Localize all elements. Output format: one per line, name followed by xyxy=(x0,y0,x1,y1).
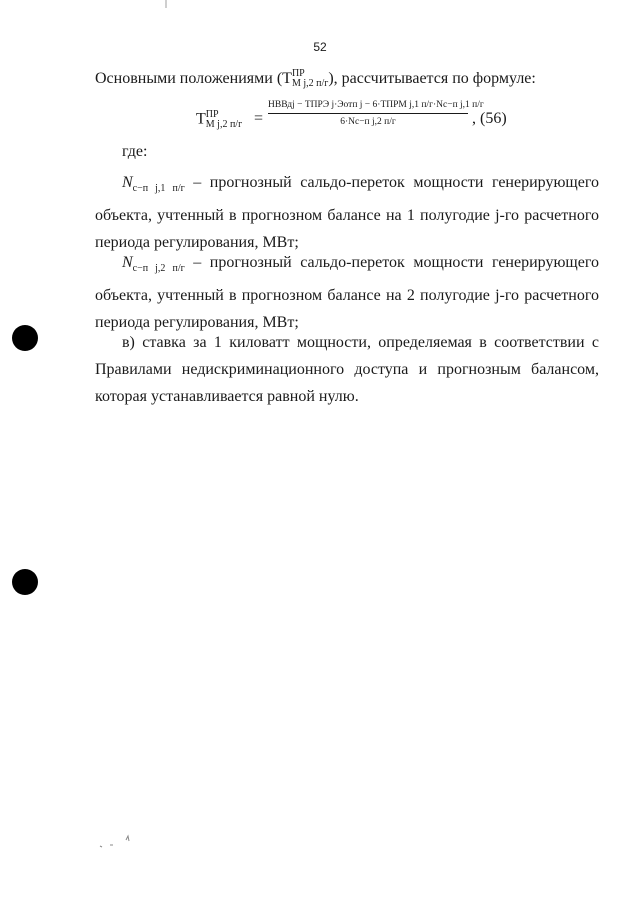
definition-n-1 xyxy=(95,169,599,256)
formula-equals: = xyxy=(254,110,264,127)
definition-1-text: – прогнозный сальдо-переток мощности генерирующего объекта, учтенный в прогнозном балансе на 1 полугодие j-го расчетного периода регулирования, МВт; xyxy=(95,174,599,252)
definition-2-symbol-sub: с−п j,2 п/г xyxy=(132,263,185,275)
definition-2-text: – прогнозный сальдо-переток мощности генерирующего объекта, учтенный в прогнозном балансе на 2 полугодие j-го расчетного периода регулирования, МВт; xyxy=(95,254,599,332)
intro-paragraph xyxy=(95,65,599,92)
definition-1-symbol: N xyxy=(122,174,133,191)
punch-hole-bottom xyxy=(12,569,38,595)
intro-symbol-sup: ПР xyxy=(291,68,305,80)
intro-symbol-scripts xyxy=(292,69,328,89)
definition-1-symbol-sub: с−п j,1 п/г xyxy=(132,183,185,195)
formula-lhs xyxy=(196,110,242,130)
intro-symbol-sub: М j,2 п/г xyxy=(291,78,329,90)
formula-lhs-scripts xyxy=(206,110,242,130)
formula-fraction xyxy=(268,100,484,127)
scan-specks xyxy=(96,832,136,852)
formula-equation-number: , (56) xyxy=(472,110,507,127)
definition-3-text: в) ставка за 1 киловатт мощности, определяемая в соответствии с Правилами недискриминационного доступа и прогнозным балансом, которая устанавливается равной нулю. xyxy=(95,334,599,405)
formula-denominator: 6·Nс−п j,2 п/г xyxy=(340,117,396,127)
definition-2-symbol: N xyxy=(122,254,133,271)
formula-lhs-sub: М j,2 п/г xyxy=(205,119,243,130)
formula-lhs-sup: ПР xyxy=(205,109,219,120)
formula-lhs-main: Т xyxy=(196,110,206,128)
definition-n-2 xyxy=(95,249,599,336)
scan-edge-mark xyxy=(165,0,167,8)
definition-rate xyxy=(95,329,599,410)
intro-text-after: ), рассчитывается по формуле: xyxy=(328,70,536,87)
punch-hole-top xyxy=(12,325,38,351)
where-label: где: xyxy=(122,143,148,160)
page-number: 52 xyxy=(313,40,327,54)
formula-numerator: НВВдj − ТПРЭ j·Эотп j − 6·ТПРМ j,1 п/г·Nс−п j,1 п/г xyxy=(268,100,468,114)
formula-56 xyxy=(196,100,526,140)
intro-text-before: Основными положениями (Т xyxy=(95,70,292,87)
